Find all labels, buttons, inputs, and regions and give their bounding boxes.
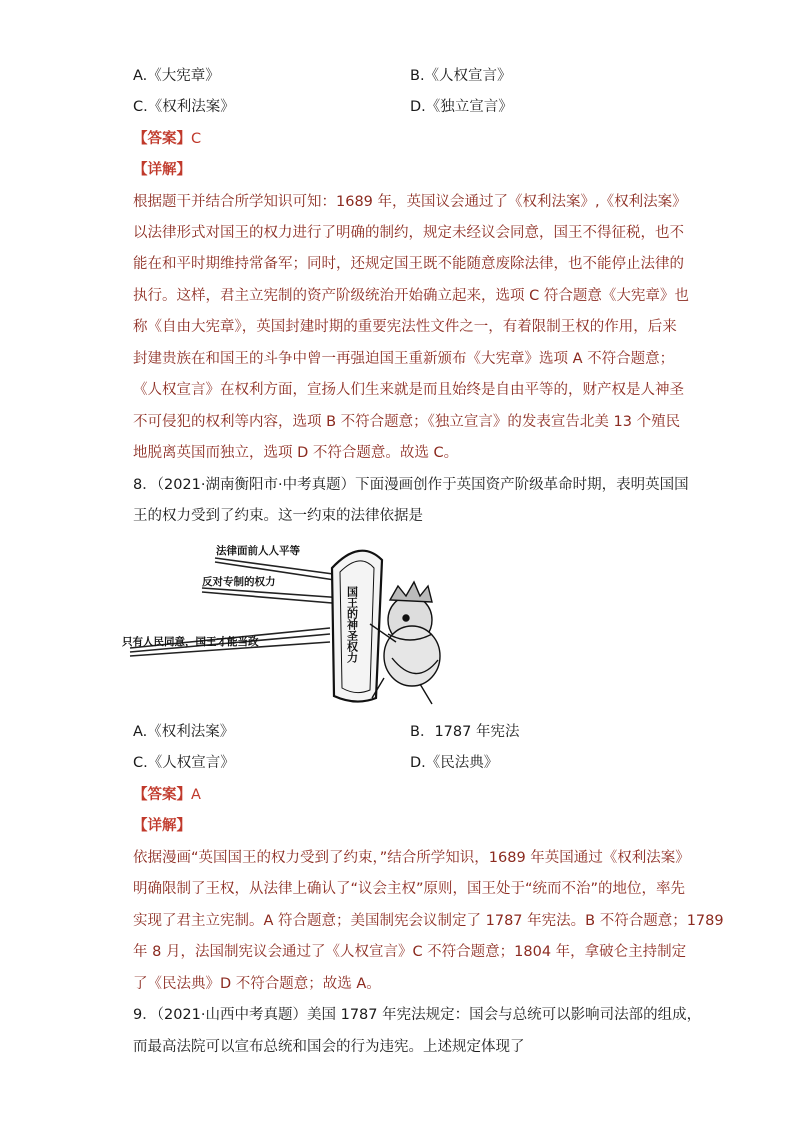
q7-option-a: A.《大宪章》 — [133, 68, 220, 84]
king-cartoon-illustration — [120, 538, 460, 710]
answer-label: 【答案】 — [133, 787, 191, 803]
answer-value: A — [191, 787, 201, 803]
q8-explanation-line: 年 8 月，法国制宪议会通过了《人权宣言》C 不符合题意；1804 年，拿破仑主持制定 — [133, 944, 687, 960]
q7-explanation-line: 地脱离英国而独立，选项 D 不符合题意。故选 C。 — [133, 445, 459, 461]
q7-explanation-line: 执行。这样，君主立宪制的资产阶级统治开始确立起来，选项 C 符合题意《大宪章》也 — [133, 288, 689, 304]
q7-explanation-line: 能在和平时期维持常备军；同时，还规定国王既不能随意废除法律，也不能停止法律的 — [133, 256, 684, 272]
q8-detail-label: 【详解】 — [133, 818, 191, 834]
shield-text: 国王的神圣权力 — [345, 586, 359, 663]
cartoon-label: 法律面前人人平等 — [216, 545, 300, 557]
q8-option-c: C.《人权宣言》 — [133, 755, 235, 771]
answer-value: C — [191, 131, 202, 147]
q9-stem-line: 而最高法院可以宣布总统和国会的行为违宪。上述规定体现了 — [133, 1039, 525, 1055]
q9-stem-line: 9．（2021·山西中考真题）美国 1787 年宪法规定：国会与总统可以影响司法部的组成， — [133, 1007, 702, 1023]
q7-explanation-line: 封建贵族在和国王的斗争中曾一再强迫国王重新颁布《大宪章》选项 A 不符合题意； — [133, 351, 675, 367]
q7-option-b: B.《人权宣言》 — [410, 68, 512, 84]
q8-answer — [133, 785, 201, 805]
q8-explanation-line: 了《民法典》D 不符合题意；故选 A。 — [133, 976, 381, 992]
cartoon-label: 反对专制的权力 — [202, 576, 276, 588]
q8-option-d: D.《民法典》 — [410, 755, 499, 771]
q7-detail-label: 【详解】 — [133, 162, 191, 178]
q8-explanation-line: 实现了君主立宪制。A 符合题意；美国制宪会议制定了 1787 年宪法。B 不符合题意；1789 — [133, 913, 724, 929]
q7-explanation-line: 根据题干并结合所学知识可知：1689 年，英国议会通过了《权利法案》,《权利法案》 — [133, 194, 687, 210]
cartoon-label: 只有人民同意，国王才能当政 — [122, 636, 259, 648]
q8-stem-line: 王的权力受到了约束。这一约束的法律依据是 — [133, 508, 423, 524]
q7-explanation-line: 以法律形式对国王的权力进行了明确的制约，规定未经议会同意，国王不得征税，也不 — [133, 225, 684, 241]
q7-explanation-line: 不可侵犯的权利等内容，选项 B 不符合题意；《独立宣言》的发表宣告北美 13 个殖民 — [133, 414, 681, 430]
q8-option-b: B．1787 年宪法 — [410, 724, 520, 740]
q8-option-a: A.《权利法案》 — [133, 724, 235, 740]
answer-label: 【答案】 — [133, 131, 191, 147]
q7-explanation-line: 《人权宣言》在权利方面，宣扬人们生来就是而且始终是自由平等的，财产权是人神圣 — [133, 382, 684, 398]
q7-option-d: D.《独立宣言》 — [410, 99, 513, 115]
q7-option-c: C.《权利法案》 — [133, 99, 235, 115]
q7-explanation-line: 称《自由大宪章》，英国封建时期的重要宪法性文件之一，有着限制王权的作用，后来 — [133, 319, 677, 335]
q8-explanation-line: 依据漫画“英国国王的权力受到了约束，”结合所学知识，1689 年英国通过《权利法案》 — [133, 850, 690, 866]
q8-explanation-line: 明确限制了王权，从法律上确认了“议会主权”原则，国王处于“统而不治”的地位，率先 — [133, 881, 686, 897]
q8-stem-line: 8．（2021·湖南衡阳市·中考真题）下面漫画创作于英国资产阶级革命时期，表明英国国 — [133, 477, 689, 493]
q7-answer — [133, 129, 201, 149]
